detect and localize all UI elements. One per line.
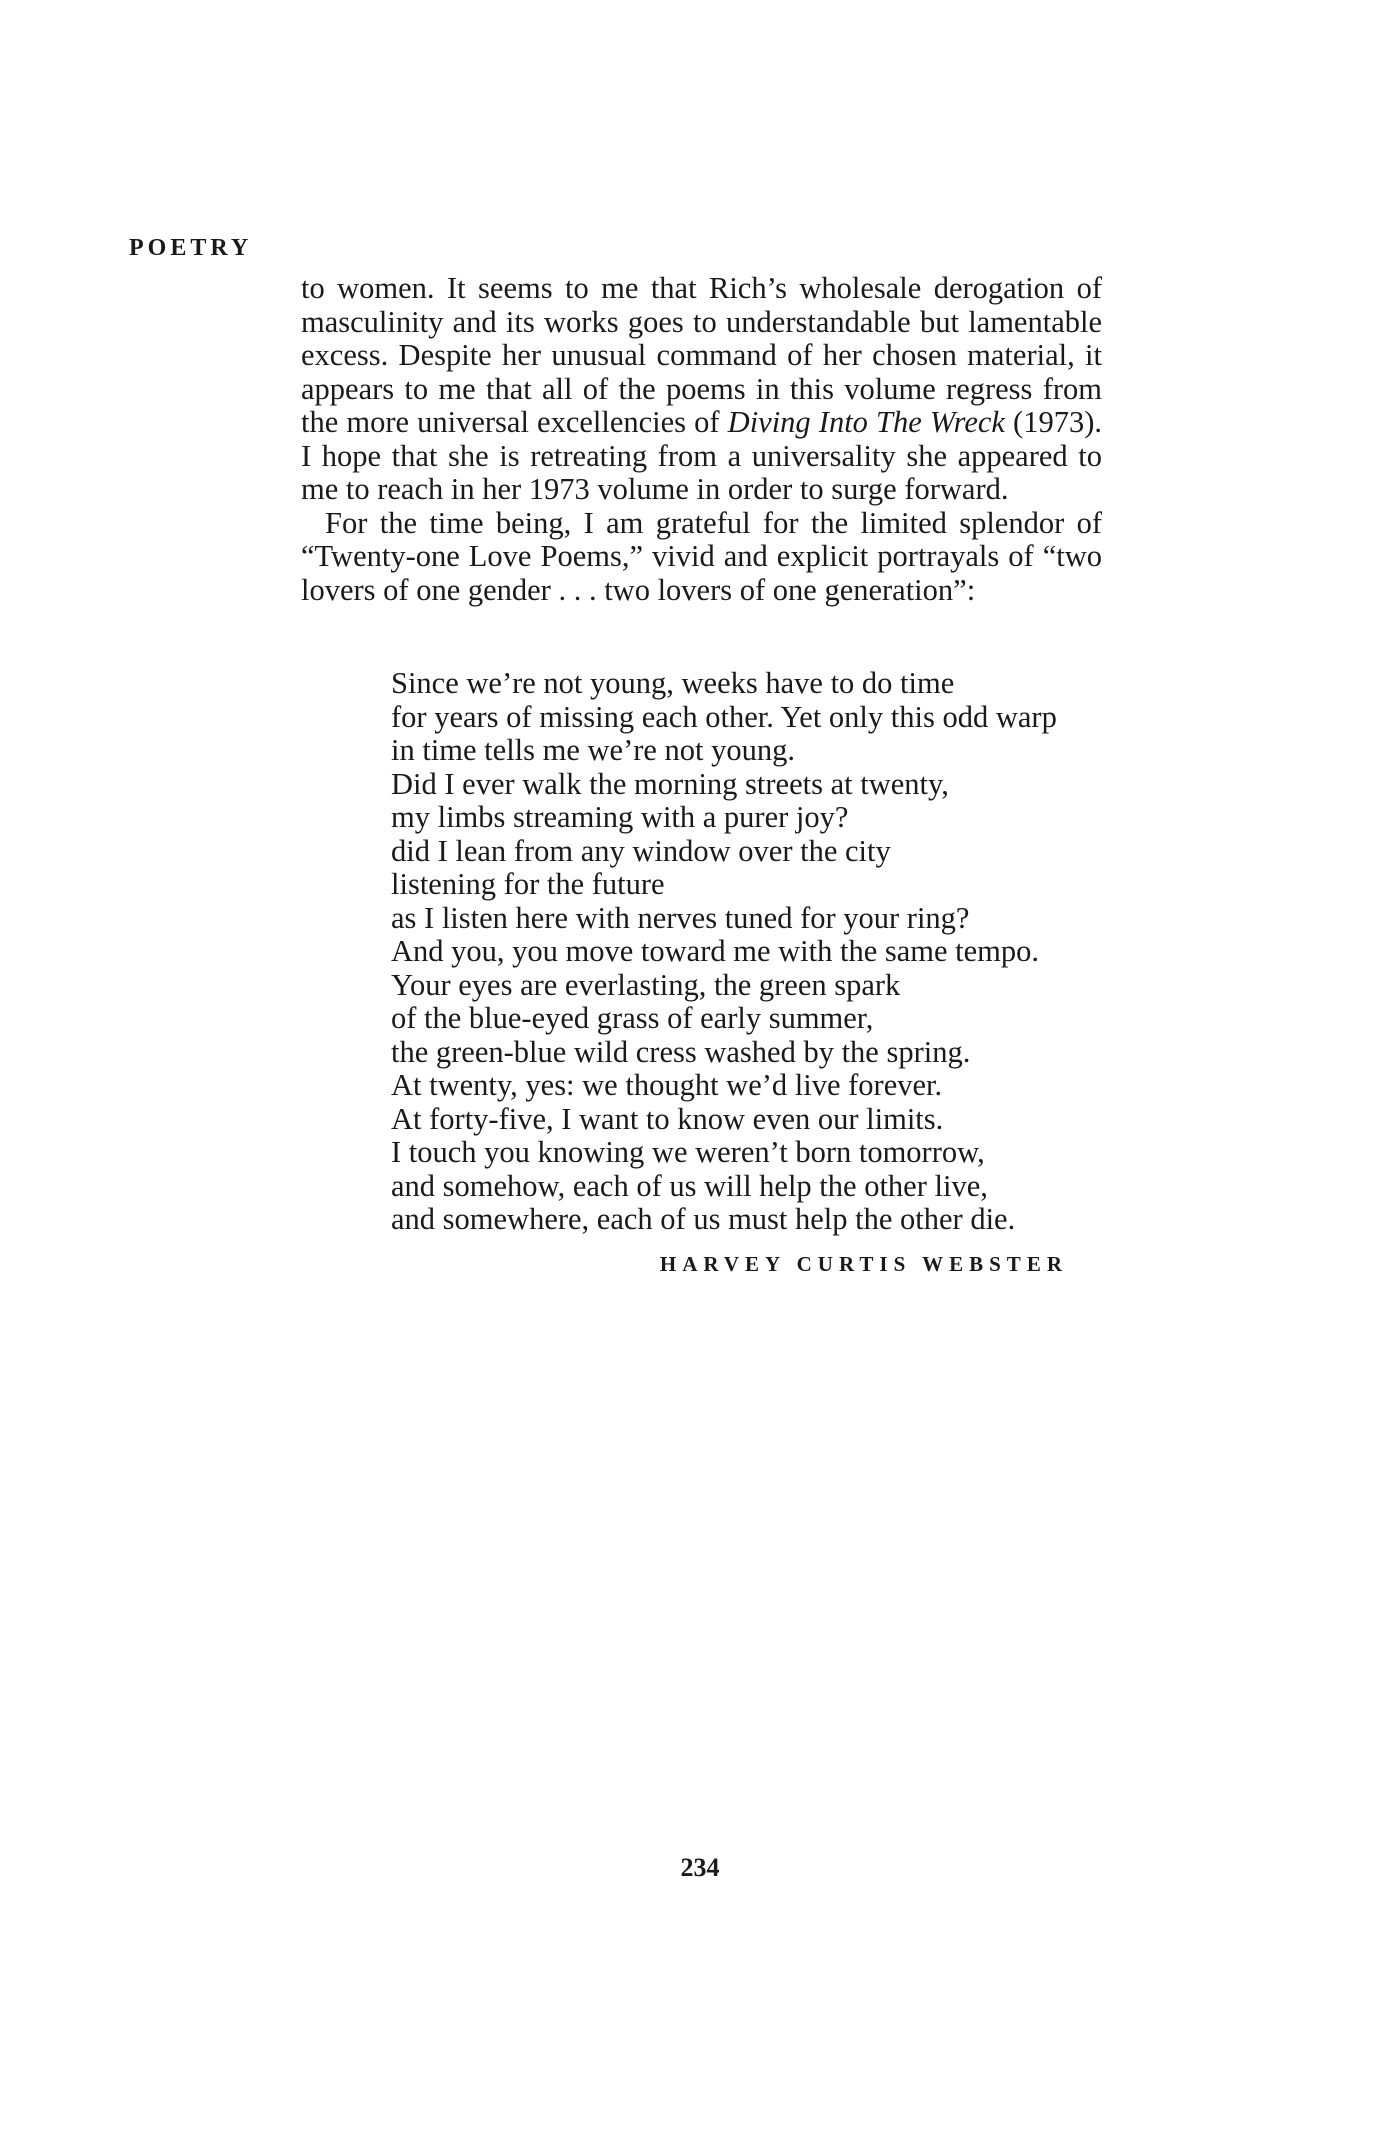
poem-line: And you, you move toward me with the same tempo. [391,934,1040,968]
poem-line: as I listen here with nerves tuned for your ring? [391,900,970,935]
poem-line: of the blue-eyed grass of early summer, [391,1001,874,1035]
poem-line: for years of missing each other. Yet only this odd warp [391,699,1057,734]
paragraph-1-text-end: (1973). I hope that she is retreating from a universality she appeared to me to reach in her 1973 volume in order to surge forward. [301,405,1102,506]
paragraph-2: For the time being, I am grateful for the limited splendor of “Twenty-one Love Poems,” vivid and explicit portrayals of “two lovers of one gender . . . two lovers of one generation”: [301,505,1102,607]
poem-line: Your eyes are everlasting, the green spark [391,967,901,1002]
poem-line: in time tells me we’re not young. [391,733,796,767]
page-number: 234 [680,1853,720,1882]
poem-line: I touch you knowing we weren’t born tomorrow, [391,1135,985,1169]
poem-line: and somewhere, each of us must help the other die. [391,1202,1016,1236]
book-title: Diving Into The Wreck [727,405,1005,439]
poem-line: listening for the future [391,867,665,901]
poem-line: the green-blue wild cress washed by the spring. [391,1034,971,1069]
paragraph-1 [301,272,1102,507]
poem-quotation [391,667,1057,1237]
poem-line: did I lean from any window over the city [391,833,891,868]
poem-line: Did I ever walk the morning streets at twenty, [391,766,949,801]
poem-line: my limbs streaming with a purer joy? [391,800,849,834]
poem-line: At twenty, yes: we thought we’d live forever. [391,1068,943,1102]
poem-line: At forty-five, I want to know even our limits. [391,1101,944,1136]
running-head: POETRY [129,235,253,261]
paragraph-1-text: to women. It seems to me that Rich’s wholesale derogation of masculinity and its works goes to understandable but lamentable excess. Despite her unusual command of her chosen material, it appears to me that all of the poems in this volume regress from the more universal excellencies of [301,271,1102,439]
author-signature: HARVEY CURTIS WEBSTER [659,1252,1068,1276]
poem-line: and somehow, each of us will help the other live, [391,1168,988,1203]
review-body [301,272,1102,607]
poem-line: Since we’re not young, weeks have to do time [391,666,955,700]
